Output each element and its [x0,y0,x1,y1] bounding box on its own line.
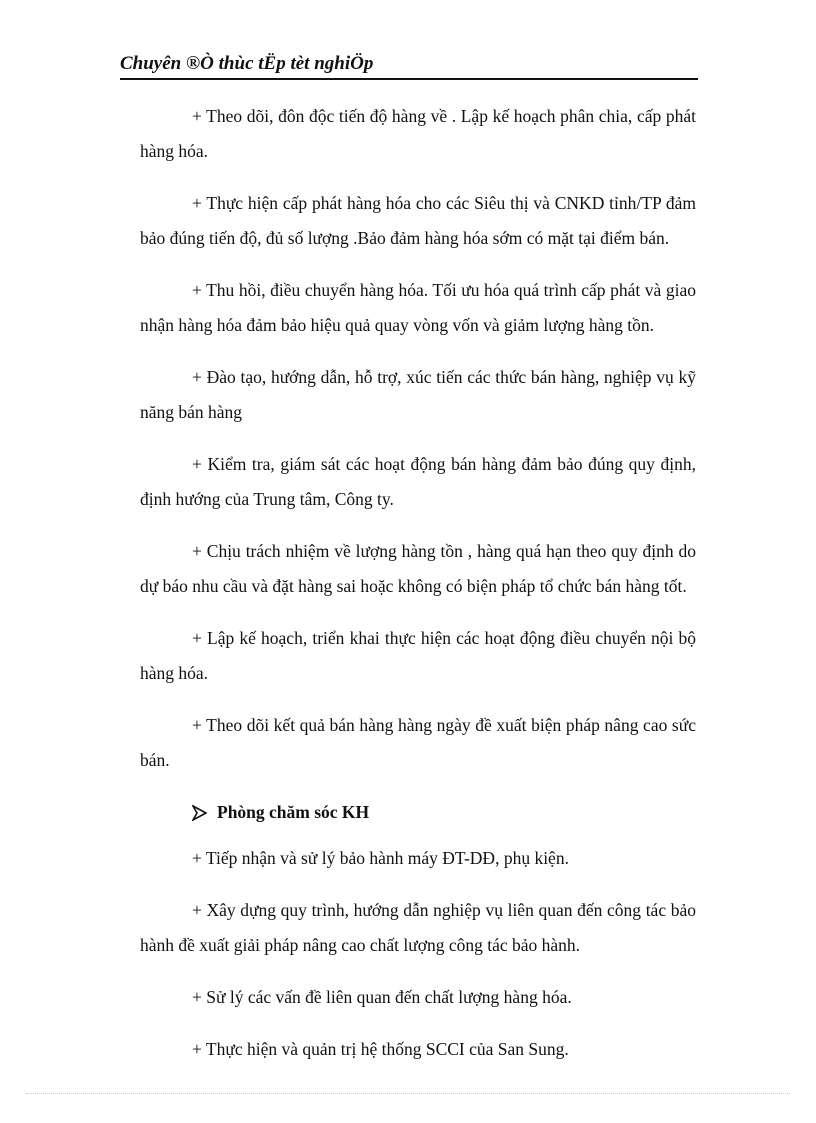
document-body [140,99,696,1084]
section-heading [140,795,696,830]
body-paragraph: + Theo dõi kết quả bán hàng hàng ngày đề xuất biện pháp nâng cao sức bán. [140,715,696,770]
body-paragraph: + Thu hồi, điều chuyển hàng hóa. Tối ưu hóa quá trình cấp phát và giao nhận hàng hóa đảm bảo hiệu quả quay vòng vốn và giảm lượng hàng tồn. [140,280,696,335]
body-paragraph: + Xây dựng quy trình, hướng dẫn nghiệp vụ liên quan đến công tác bảo hành đề xuất giải pháp nâng cao chất lượng công tác bảo hành. [140,900,696,955]
section-heading-text: Phòng chăm sóc KH [217,802,370,822]
body-paragraph: + Thực hiện cấp phát hàng hóa cho các Siêu thị và CNKD tỉnh/TP đảm bảo đúng tiến độ, đủ số lượng .Bảo đảm hàng hóa sớm có mặt tại điểm bán. [140,193,696,248]
body-paragraph: + Đào tạo, hướng dẫn, hỗ trợ, xúc tiến các thức bán hàng, nghiệp vụ kỹ năng bán hàng [140,367,696,422]
arrow-bullet-icon [192,805,207,821]
body-paragraph: + Thực hiện và quản trị hệ thống SCCI của San Sung. [192,1039,569,1059]
header-title: Chuyên ®Ò thùc tËp tèt nghiÖp [120,53,374,74]
body-paragraph: + Theo dõi, đôn độc tiến độ hàng về . Lập kế hoạch phân chia, cấp phát hàng hóa. [140,106,696,161]
body-paragraph: + Tiếp nhận và sử lý bảo hành máy ĐT-DĐ, phụ kiện. [192,848,569,868]
body-paragraph: + Sử lý các vấn đề liên quan đến chất lượng hàng hóa. [192,987,572,1007]
page-header [120,52,698,80]
page-bottom-divider [26,1093,790,1094]
body-paragraph: + Chịu trách nhiệm về lượng hàng tồn , hàng quá hạn theo quy định do dự báo nhu cầu và đặt hàng sai hoặc không có biện pháp tổ chức bán hàng tốt. [140,541,696,596]
body-paragraph: + Kiểm tra, giám sát các hoạt động bán hàng đảm bảo đúng quy định, định hướng của Trung tâm, Công ty. [140,454,696,509]
body-paragraph: + Lập kế hoạch, triển khai thực hiện các hoạt động điều chuyển nội bộ hàng hóa. [140,628,696,683]
